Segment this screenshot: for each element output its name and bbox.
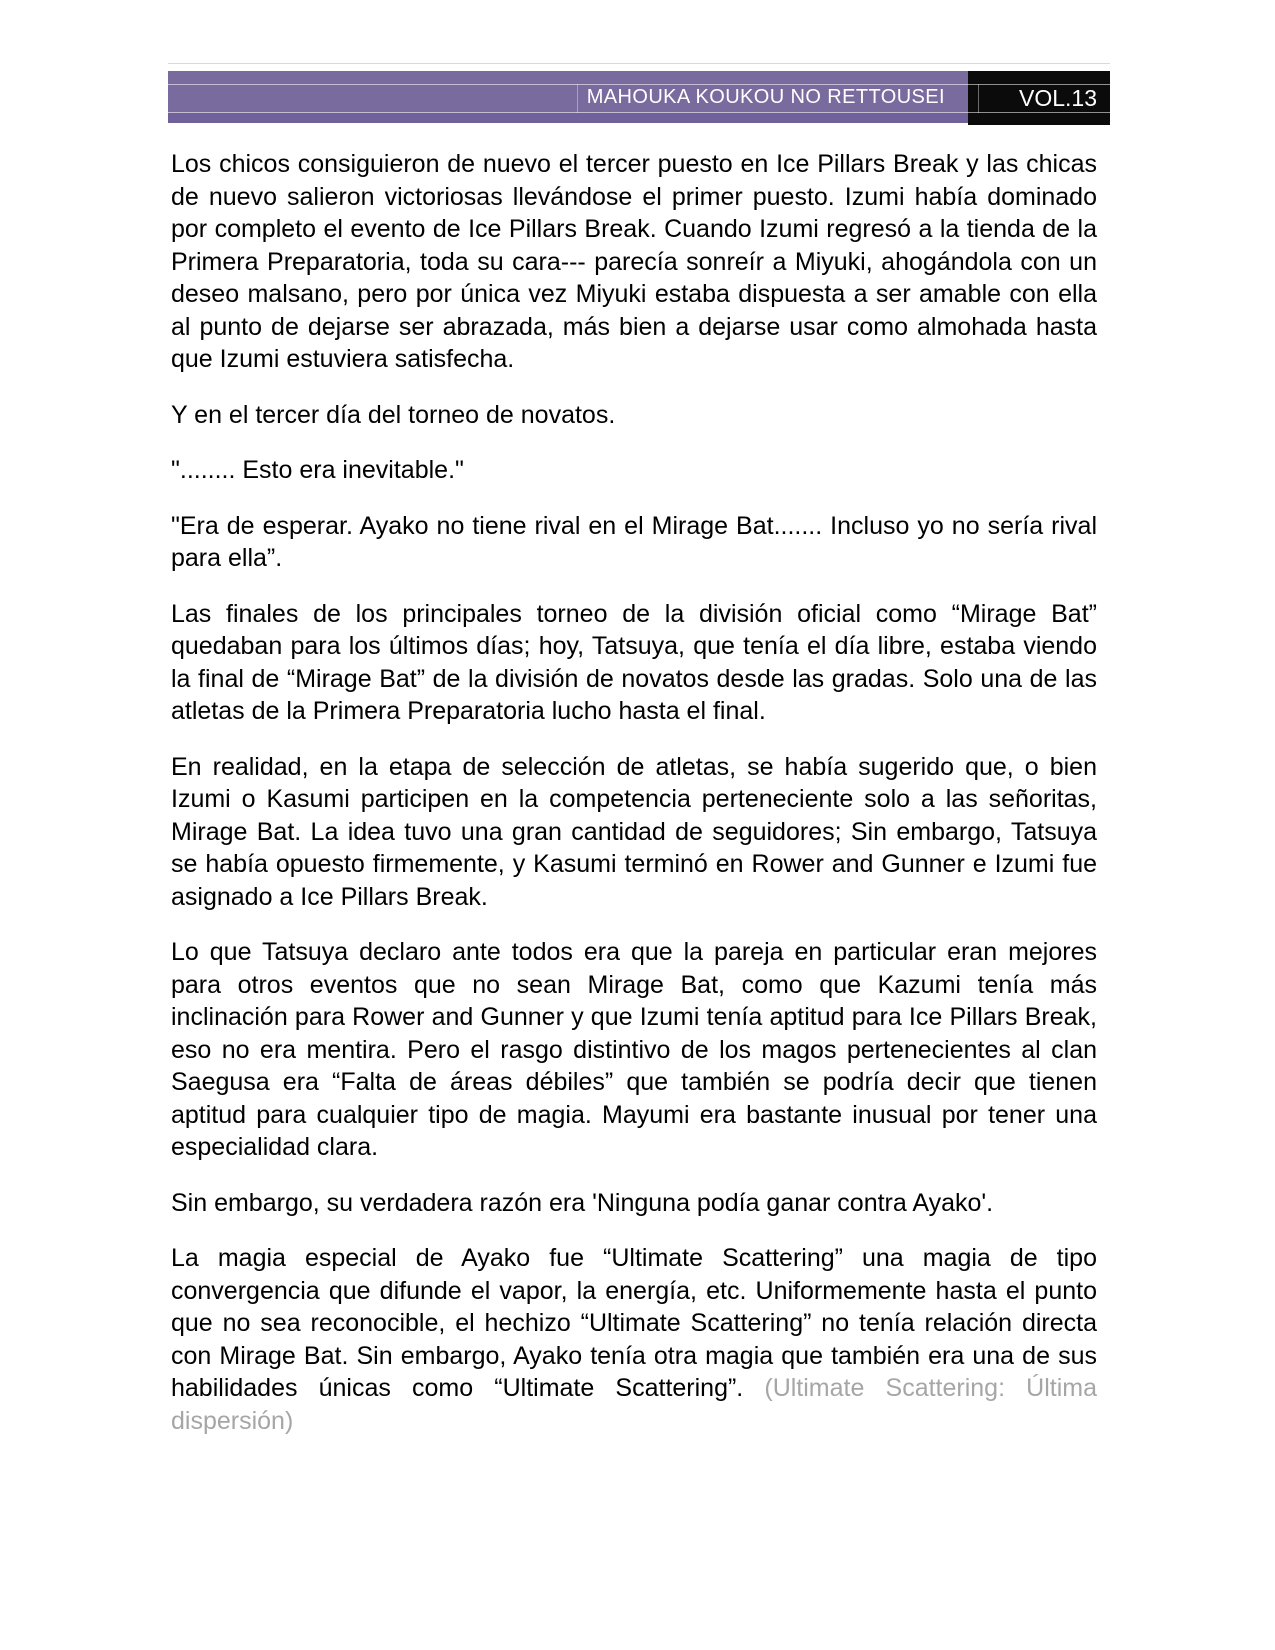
paragraph-6: En realidad, en la etapa de selección de atletas, se había sugerido que, o bien Izumi o Kasumi participen en la competencia perteneciente solo a las señoritas, Mirage Bat. La idea tuvo una gran cantidad de seguidores; Sin embargo, Tatsuya se había opuesto firmemente, y Kasumi terminó en Rower and Gunner e Izumi fue asignado a Ice Pillars Break. xyxy=(171,752,1097,911)
paragraph-9-main: La magia especial de Ayako fue “Ultimate Scattering” una magia de tipo convergencia que difunde el vapor, la energía, etc. Uniformemente hasta el punto que no sea reconocible, el hechizo “Ultimate Scattering” no tenía relación directa con Mirage Bat. Sin embargo, Ayako tenía otra magia que también era una de sus habilidades únicas como “Ultimate Scattering”. xyxy=(171,1244,1097,1402)
paragraph-7: Lo que Tatsuya declaro ante todos era que la pareja en particular eran mejores para otros eventos que no sean Mirage Bat, como que Kazumi tenía más inclinación para Rower and Gunner y que Izumi tenía aptitud para Ice Pillars Break, eso no era mentira. Pero el rasgo distintivo de los magos pertenecientes al clan Saegusa era “Falta de áreas débiles” que también se podría decir que tienen aptitud para cualquier tipo de magia. Mayumi era bastante inusual por tener una especialidad clara. xyxy=(171,938,1097,1161)
paragraph-1: Los chicos consiguieron de nuevo el tercer puesto en Ice Pillars Break y las chicas de nuevo salieron victoriosas llevándose el primer puesto. Izumi había dominado por completo el evento de Ice Pillars Break. Cuando Izumi regresó a la tienda de la Primera Preparatoria, toda su cara--- parecía sonreír a Miyuki, ahogándola con un deseo malsano, pero por única vez Miyuki estaba dispuesta a ser amable con ella al punto de dejarse ser abrazada, más bien a dejarse usar como almohada hasta que Izumi estuviera satisfecha. xyxy=(171,150,1097,373)
paragraph-3: "........ Esto era inevitable." xyxy=(171,456,464,484)
paragraph-5: Las finales de los principales torneo de la división oficial como “Mirage Bat” quedaban para los últimos días; hoy, Tatsuya, que tenía el día libre, estaba viendo la final de “Mirage Bat” de la división de novatos desde las gradas. Solo una de las atletas de la Primera Preparatoria lucho hasta el final. xyxy=(171,599,1097,725)
paragraph-9 xyxy=(171,1242,1097,1437)
paragraph-4: "Era de esperar. Ayako no tiene rival en el Mirage Bat....... Incluso yo no sería rival para ella”. xyxy=(171,511,1097,572)
body-text xyxy=(171,148,1097,1460)
header-title: MAHOUKA KOUKOU NO RETTOUSEI xyxy=(586,85,945,108)
header-top-rule xyxy=(168,63,1110,64)
header-bar xyxy=(168,71,1110,123)
translator-note: (Ultimate Scattering: Última dispersión) xyxy=(171,1374,1097,1435)
volume-badge: VOL.13 xyxy=(968,71,1110,125)
paragraph-2: Y en el tercer día del torneo de novatos. xyxy=(171,400,616,429)
paragraph-8: Sin embargo, su verdadera razón era 'Ninguna podía ganar contra Ayako'. xyxy=(171,1188,994,1217)
